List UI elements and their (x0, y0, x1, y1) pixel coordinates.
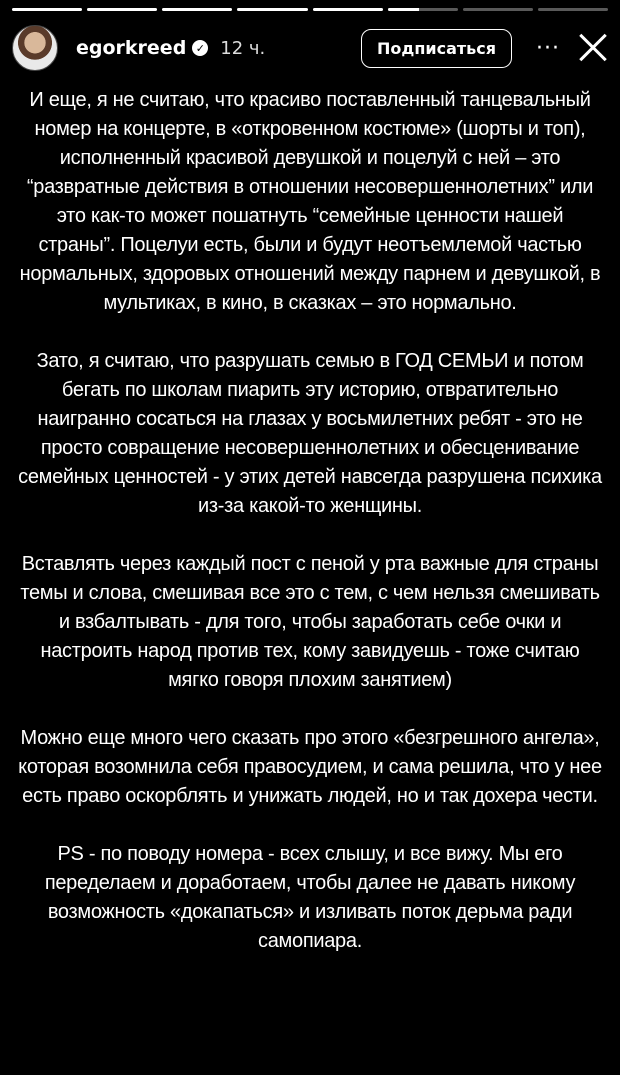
progress-segment (162, 8, 232, 11)
verified-badge-icon: ✓ (192, 40, 208, 56)
avatar[interactable] (12, 25, 58, 71)
close-icon[interactable] (578, 33, 608, 63)
paragraph-5: PS - по поводу номера - всех слышу, и все вижу. Мы его переделаем и доработаем, чтобы далее не давать никому возможность «докапаться» и изливать поток дерьма ради самопиара. (44, 843, 576, 952)
progress-segment (237, 8, 307, 11)
more-options-icon[interactable]: ··· (536, 35, 560, 61)
progress-fill (12, 8, 82, 11)
subscribe-button[interactable]: Подписаться (361, 29, 512, 68)
story-header (12, 22, 608, 74)
paragraph-3: Вставлять через каждый пост с пеной у рта важные для страны темы и слова, смешивая все это с тем, с чем нельзя смешивать и взбалтывать - для того, чтобы заработать себе очки и настроить народ против тех, кому завидуешь - тоже считаю мягко говоря плохим занятием) (20, 553, 600, 691)
paragraph-2: Зато, я считаю, что разрушать семью в ГОД СЕМЬИ и потом бегать по школам пиарить эту историю, отвратительно наигранно сосаться на глазах у восьмилетних ребят - это не просто совращение несовершеннолетних и обесценивание семейных ценностей - у этих детей навсегда разрушена психика из-за какой-то женщины. (18, 350, 602, 517)
progress-fill (313, 8, 383, 11)
progress-segment (313, 8, 383, 11)
progress-fill (162, 8, 232, 11)
progress-segment (463, 8, 533, 11)
progress-fill (87, 8, 157, 11)
progress-segment (538, 8, 608, 11)
paragraph-4: Можно еще много чего сказать про этого «безгрешного ангела», которая возомнила себя правосудием, и сама решила, что у нее есть право оскорблять и унижать людей, но и так дохера чести. (18, 727, 602, 807)
username[interactable]: egorkreed (76, 37, 187, 59)
progress-segment (87, 8, 157, 11)
story-text (18, 86, 602, 985)
progress-segment (388, 8, 458, 11)
progress-fill (237, 8, 307, 11)
paragraph-1: И еще, я не считаю, что красиво поставленный танцевальный номер на концерте, в «откровенном костюме» (шорты и топ), исполненный красивой девушкой и поцелуй с ней – это “развратные действия в отношении несовершеннолетних” или это как-то может пошатнуть “семейные ценности нашей страны”. Поцелуи есть, были и будут неотъемлемой частью нормальных, здоровых отношений между парнем и девушкой, в мультиках, в кино, в сказках – это нормально. (19, 89, 601, 314)
post-time: 12 ч. (220, 37, 266, 59)
progress-fill (388, 8, 420, 11)
story-progress-bar (12, 8, 608, 11)
progress-segment (12, 8, 82, 11)
